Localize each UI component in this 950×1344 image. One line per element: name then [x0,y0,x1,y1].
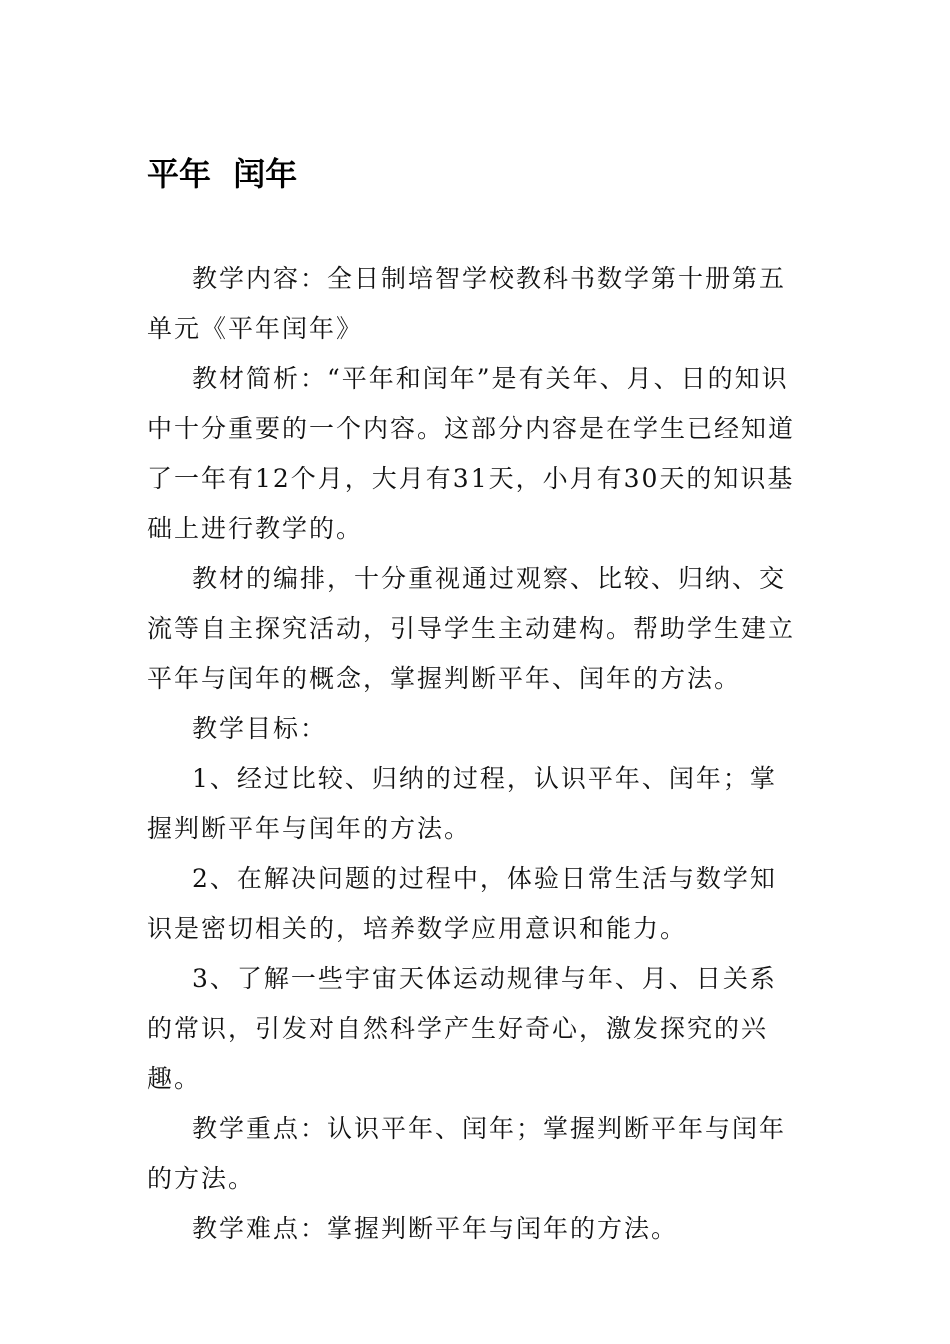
paragraph-goal-3: 3、了解一些宇宙天体运动规律与年、月、日关系的常识，引发对自然科学产生好奇心，激发探究的兴趣。 [147,964,777,1093]
paragraph-key-points: 教学重点：认识平年、闰年；掌握判断平年与闰年的方法。 [147,1114,787,1193]
paragraph-goal-2: 2、在解决问题的过程中，体验日常生活与数学知识是密切相关的，培养数学应用意识和能力。 [147,864,777,943]
document-body [147,254,803,1254]
document-title: 平年 闰年 [147,155,298,193]
paragraph-teaching-content: 教学内容：全日制培智学校教科书数学第十册第五单元《平年闰年》 [147,264,787,343]
paragraph-textbook-arrangement: 教材的编排，十分重视通过观察、比较、归纳、交流等自主探究活动，引导学生主动建构。帮助学生建立平年与闰年的概念，掌握判断平年、闰年的方法。 [147,564,796,693]
paragraph-goal-1: 1、经过比较、归纳的过程，认识平年、闰年；掌握判断平年与闰年的方法。 [147,764,777,843]
paragraph-difficult-points: 教学难点：掌握判断平年与闰年的方法。 [192,1214,679,1243]
paragraph-textbook-analysis: 教材简析：“平年和闰年”是有关年、月、日的知识中十分重要的一个内容。这部分内容是在学生已经知道了一年有12个月，大月有31天，小月有30天的知识基础上进行教学的。 [147,364,796,543]
paragraph-teaching-goals-heading: 教学目标： [192,714,328,743]
